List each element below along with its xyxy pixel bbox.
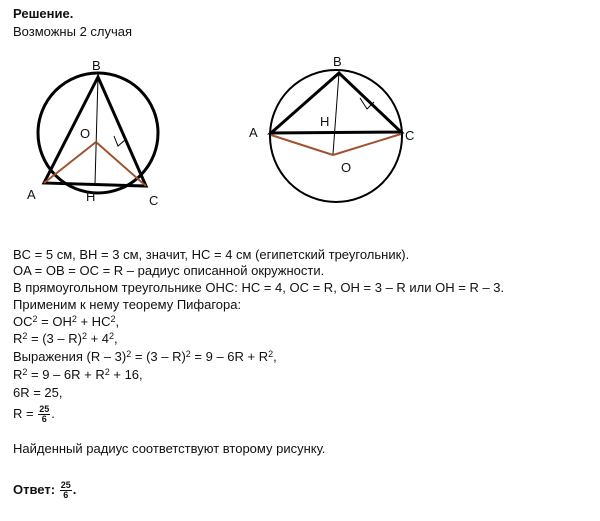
cases-subheading: Возможны 2 случая [13,24,133,39]
equation-line-7 [13,349,277,365]
answer-line [13,481,76,500]
label-a-1: A [27,187,36,202]
height-bh-1 [95,77,98,184]
segment-oa-1 [44,142,96,183]
label-h-2: H [320,114,330,129]
label-o-2: O [341,160,352,175]
eq6-part: , [114,331,118,346]
label-h-1: H [86,189,96,204]
eq5-part: + HC [76,314,111,329]
eq6-part: R [13,331,23,346]
answer-fraction [60,481,72,500]
eq7-part: = 9 – 6R + R [190,349,269,364]
label-c-1: C [149,193,159,208]
eq8-exp: 2 [22,367,28,377]
eq6-part: + 4 [86,331,110,346]
eq5-part: OC [13,314,33,329]
text-line-1: BC = 5 см, BH = 3 см, значит, HC = 4 см (египетский треугольник). [13,247,410,262]
eq7-part: = (3 – R) [131,349,186,364]
equation-line-5 [13,314,119,330]
fraction-denominator: 6 [41,414,47,424]
eq6-exp: 2 [81,331,87,341]
fraction-denominator: 6 [63,490,69,500]
eq7-exp: 2 [268,349,274,359]
equation-line-10 [13,405,55,424]
eq8-part: R [13,367,23,382]
eq5-exp: 2 [32,314,38,324]
text-line-3: В прямоугольном треугольнике OHC: HC = 4, OC = R, OH = 3 – R или OH = R – 3. [13,280,505,295]
eq5-part: , [115,314,120,329]
answer-label: Ответ: [13,481,56,497]
fraction-numerator: 25 [39,404,50,414]
triangle-abc-2 [271,73,401,133]
answer-end: . [72,481,77,497]
equation-line-8 [13,367,143,383]
eq10-part: R = [13,405,38,421]
text-line-11: Найденный радиус соответствуют второму рисунку. [13,441,326,456]
label-o-1: O [80,126,91,141]
label-a-2: A [249,125,258,140]
eq7-exp: 2 [126,349,132,359]
eq8-exp: 2 [104,367,110,377]
label-b-1: B [92,58,101,73]
fraction-25-6 [38,405,50,424]
eq5-exp: 2 [110,314,116,324]
label-c-2: C [405,128,415,143]
eq5-exp: 2 [71,314,77,324]
equation-line-9: 6R = 25, [13,385,63,400]
eq6-exp: 2 [22,331,28,341]
segment-oc-1 [96,142,146,186]
segment-oc-2 [333,134,401,155]
segment-oa-2 [271,135,333,155]
eq7-exp: 2 [185,349,191,359]
eq7-part: Выражения (R – 3) [13,349,127,364]
figure-1 [27,58,158,208]
fraction-numerator: 25 [60,480,71,490]
text-line-4: Применим к нему теорему Пифагора: [13,297,242,312]
eq8-part: + 16, [109,367,143,382]
text-line-2: OA = OB = OC = R – радиус описанной окружности. [13,263,325,278]
solution-heading: Решение. [13,6,74,21]
eq6-part: = (3 – R) [27,331,82,346]
figure-2 [249,54,414,202]
height-bh-2 [333,73,339,154]
eq7-part: , [273,349,277,364]
label-b-2: B [333,54,342,69]
eq10-part: . [51,405,55,421]
eq8-part: = 9 – 6R + R [27,367,105,382]
eq6-exp: 2 [109,331,115,341]
geometry-figures [0,44,600,244]
eq5-part: = OH [37,314,72,329]
circumcircle-2 [270,70,402,202]
equation-line-6 [13,331,118,347]
